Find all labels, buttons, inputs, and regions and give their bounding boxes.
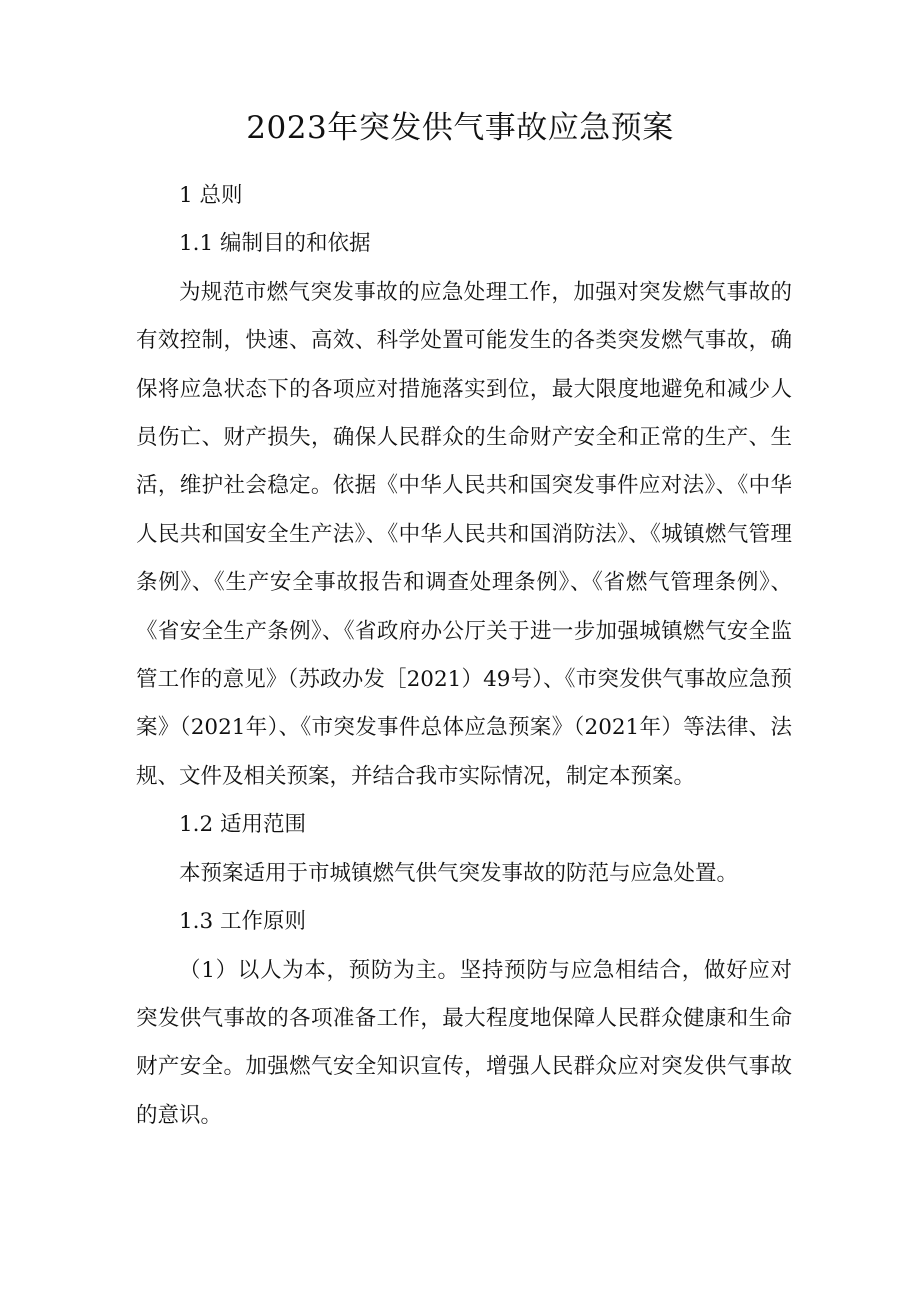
document-body [136,172,792,1140]
paragraph-scope: 本预案适用于市城镇燃气供气突发事故的防范与应急处置。 [179,860,739,886]
section-heading-principles: 1.3 工作原则 [179,909,307,935]
section-heading-general: 1 总则 [179,183,243,208]
document-title: 2023年突发供气事故应急预案 [246,110,674,146]
section-heading-scope: 1.2 适用范围 [179,812,307,838]
paragraph-purpose-basis: 为规范市燃气突发事故的应急处理工作，加强对突发燃气事故的有效控制，快速、高效、科学处置可能发生的各类突发燃气事故，确保将应急状态下的各项应对措施落实到位，最大限度地避免和减少人员伤亡、财产损失，确保人民群众的生命财产安全和正常的生产、生活，维护社会稳定。依据《中华人民共和国突发事件应对法》、《中华人民共和国安全生产法》、《中华人民共和国消防法》、《城镇燃气管理条例》、《生产安全事故报告和调查处理条例》、《省燃气管理条例》、《省安全生产条例》、《省政府办公厅关于进一步加强城镇燃气安全监管工作的意见》（苏政办发［2021）49号）、《市突发供气事故应急预案》（2021年）、《市突发事件总体应急预案》（2021年）等法律、法规、文件及相关预案，并结合我市实际情况，制定本预案。 [136,279,792,789]
paragraph-principles: （1）以人为本，预防为主。坚持预防与应急相结合，做好应对突发供气事故的各项准备工作，最大程度地保障人民群众健康和生命财产安全。加强燃气安全知识宣传，增强人民群众应对突发供气事故的意识。 [136,957,792,1128]
section-heading-purpose-basis: 1.1 编制目的和依据 [179,231,371,257]
